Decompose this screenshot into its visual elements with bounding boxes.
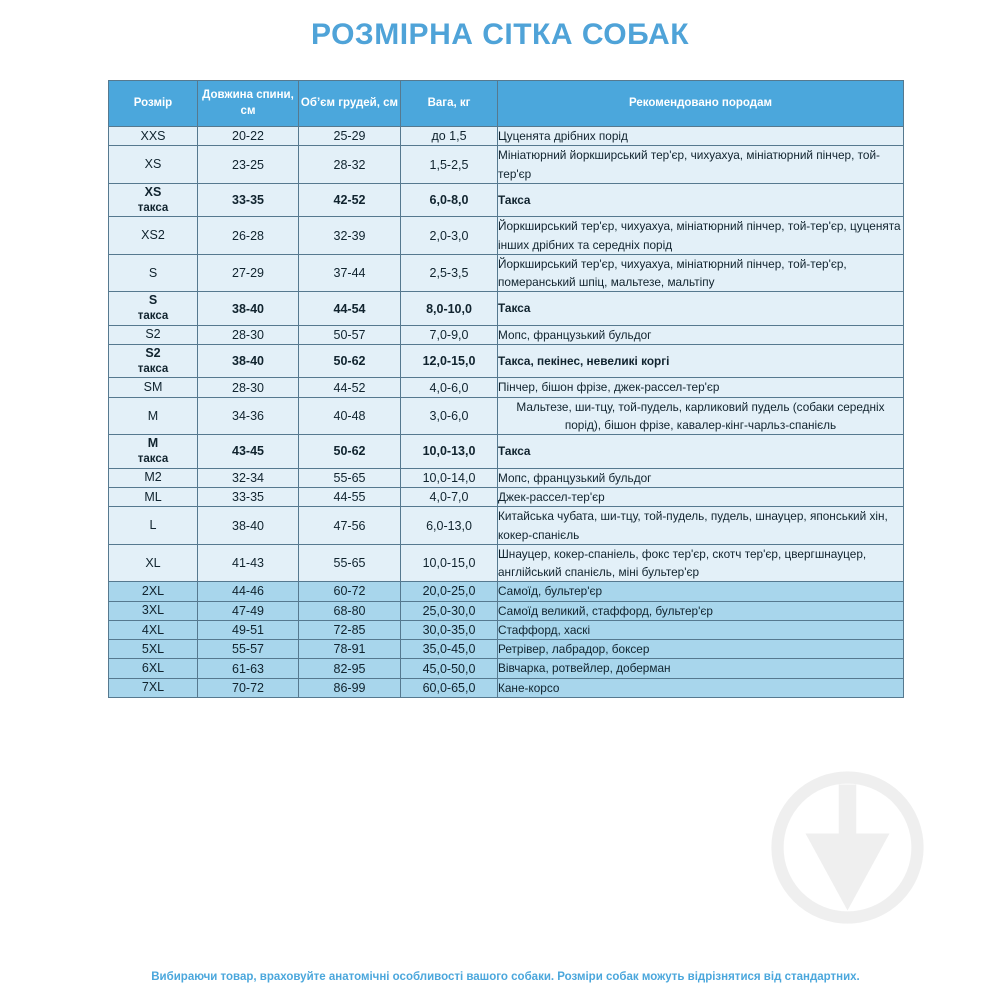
cell-size	[109, 507, 198, 545]
size-label: XS	[144, 184, 162, 199]
header-cell-chest: Об’єм грудей, см	[299, 81, 401, 127]
cell-back-length: 28-30	[198, 325, 299, 344]
cell-weight: 10,0-14,0	[401, 468, 498, 487]
table-row	[109, 659, 904, 678]
cell-size	[109, 640, 198, 659]
page-title: РОЗМІРНА СІТКА СОБАК	[310, 18, 690, 51]
cell-breeds: Джек-рассел-тер'єр	[498, 487, 904, 506]
header-row	[109, 81, 904, 127]
cell-chest: 44-52	[299, 378, 401, 397]
table-row	[109, 601, 904, 620]
cell-breeds: Пінчер, бішон фрізе, джек-рассел-тер'єр	[498, 378, 904, 397]
size-label: 4XL	[141, 622, 165, 637]
cell-breeds: Мопс, французький бульдог	[498, 468, 904, 487]
cell-weight: 1,5-2,5	[401, 146, 498, 184]
cell-weight: до 1,5	[401, 127, 498, 146]
table-row	[109, 468, 904, 487]
cell-breeds: Йоркширський тер'єр, чихуахуа, мініатюрний пінчер, той-тер'єр, цуценята інших дрібних та середніх порід	[498, 217, 904, 255]
cell-chest: 32-39	[299, 217, 401, 255]
dog-size-table	[108, 80, 904, 698]
cell-size	[109, 468, 198, 487]
size-label: XXS	[140, 128, 166, 143]
header-cell-breeds: Рекомендовано породам	[498, 81, 904, 127]
size-label: SM	[143, 380, 163, 395]
cell-size	[109, 678, 198, 697]
cell-chest: 44-55	[299, 487, 401, 506]
size-label: M2	[144, 470, 162, 485]
cell-size	[109, 397, 198, 435]
cell-size	[109, 254, 198, 292]
cell-chest: 60-72	[299, 582, 401, 601]
table-row	[109, 507, 904, 545]
cell-weight: 30,0-35,0	[401, 620, 498, 639]
table-row	[109, 582, 904, 601]
cell-breeds: Шнауцер, кокер-спаніель, фокс тер'єр, скотч тер'єр, цвергшнауцер, англійський спанієль, міні бультер'єр	[498, 544, 904, 582]
cell-size	[109, 292, 198, 325]
table-row	[109, 217, 904, 255]
table-row	[109, 292, 904, 325]
cell-size	[109, 127, 198, 146]
cell-breeds: Такса	[498, 435, 904, 468]
cell-size	[109, 435, 198, 468]
cell-size	[109, 345, 198, 378]
cell-breeds: Такса	[498, 292, 904, 325]
table-row	[109, 345, 904, 378]
table-row	[109, 378, 904, 397]
cell-breeds: Кане-корсо	[498, 678, 904, 697]
cell-size	[109, 217, 198, 255]
cell-chest: 47-56	[299, 507, 401, 545]
size-label: 3XL	[141, 603, 165, 618]
cell-chest: 42-52	[299, 183, 401, 216]
cell-back-length: 33-35	[198, 183, 299, 216]
cell-breeds: Такса, пекінес, невеликі коргі	[498, 345, 904, 378]
cell-weight: 20,0-25,0	[401, 582, 498, 601]
cell-chest: 50-62	[299, 345, 401, 378]
size-label: 6XL	[141, 661, 165, 676]
cell-weight: 6,0-13,0	[401, 507, 498, 545]
table-row	[109, 397, 904, 435]
cell-chest: 25-29	[299, 127, 401, 146]
cell-back-length: 38-40	[198, 292, 299, 325]
cell-size	[109, 582, 198, 601]
cell-back-length: 61-63	[198, 659, 299, 678]
table-row	[109, 435, 904, 468]
cell-back-length: 23-25	[198, 146, 299, 184]
cell-breeds: Мопс, французький бульдог	[498, 325, 904, 344]
cell-breeds: Ретрівер, лабрадор, боксер	[498, 640, 904, 659]
table-row	[109, 146, 904, 184]
cell-chest: 55-65	[299, 544, 401, 582]
cell-size	[109, 659, 198, 678]
cell-weight: 8,0-10,0	[401, 292, 498, 325]
cell-breeds: Китайська чубата, ши-тцу, той-пудель, пудель, шнауцер, японський хін, кокер-спанієль	[498, 507, 904, 545]
size-chart-container	[108, 80, 903, 698]
size-label: XS	[144, 157, 162, 172]
cell-weight: 25,0-30,0	[401, 601, 498, 620]
size-label: M	[147, 436, 159, 451]
cell-back-length: 55-57	[198, 640, 299, 659]
table-body	[109, 127, 904, 698]
size-label: 2XL	[141, 584, 165, 599]
cell-chest: 40-48	[299, 397, 401, 435]
cell-weight: 7,0-9,0	[401, 325, 498, 344]
size-sublabel: такса	[137, 362, 169, 375]
cell-size	[109, 146, 198, 184]
cell-chest: 55-65	[299, 468, 401, 487]
cell-breeds: Вівчарка, ротвейлер, доберман	[498, 659, 904, 678]
cell-weight: 10,0-15,0	[401, 544, 498, 582]
table-row	[109, 544, 904, 582]
cell-breeds: Такса	[498, 183, 904, 216]
size-label: XS2	[141, 228, 165, 243]
cell-back-length: 28-30	[198, 378, 299, 397]
cell-back-length: 26-28	[198, 217, 299, 255]
cell-chest: 82-95	[299, 659, 401, 678]
cell-weight: 4,0-7,0	[401, 487, 498, 506]
cell-breeds: Йоркширський тер'єр, чихуахуа, мініатюрний пінчер, той-тер'єр, померанський шпіц, мальтезе, мальтіпу	[498, 254, 904, 292]
cell-back-length: 47-49	[198, 601, 299, 620]
size-label: S2	[145, 346, 161, 361]
size-label: 7XL	[141, 680, 165, 695]
cell-back-length: 49-51	[198, 620, 299, 639]
cell-breeds: Самоїд, бультер'єр	[498, 582, 904, 601]
cell-back-length: 33-35	[198, 487, 299, 506]
cell-back-length: 43-45	[198, 435, 299, 468]
cell-weight: 2,5-3,5	[401, 254, 498, 292]
cell-back-length: 32-34	[198, 468, 299, 487]
table-row	[109, 487, 904, 506]
cell-breeds: Цуценята дрібних порід	[498, 127, 904, 146]
cell-chest: 78-91	[299, 640, 401, 659]
table-row	[109, 678, 904, 697]
cell-chest: 37-44	[299, 254, 401, 292]
cell-weight: 10,0-13,0	[401, 435, 498, 468]
cell-size	[109, 601, 198, 620]
cell-weight: 2,0-3,0	[401, 217, 498, 255]
cell-breeds: Самоїд великий, стаффорд, бультер'єр	[498, 601, 904, 620]
size-label: XL	[145, 555, 161, 570]
table-row	[109, 254, 904, 292]
cell-chest: 44-54	[299, 292, 401, 325]
cell-back-length: 27-29	[198, 254, 299, 292]
cell-back-length: 44-46	[198, 582, 299, 601]
cell-weight: 35,0-45,0	[401, 640, 498, 659]
cell-weight: 3,0-6,0	[401, 397, 498, 435]
cell-chest: 28-32	[299, 146, 401, 184]
cell-size	[109, 183, 198, 216]
cell-chest: 86-99	[299, 678, 401, 697]
cell-breeds: Стаффорд, хаскі	[498, 620, 904, 639]
cell-back-length: 38-40	[198, 507, 299, 545]
header-cell-size: Розмір	[109, 81, 198, 127]
cell-size	[109, 487, 198, 506]
table-row	[109, 325, 904, 344]
size-label: S	[148, 293, 158, 308]
cell-back-length: 38-40	[198, 345, 299, 378]
cell-back-length: 41-43	[198, 544, 299, 582]
footer-note: Вибираючи товар, враховуйте анатомічні особливості вашого собаки. Розміри собак можуть відрізнятися від стандартних.	[108, 963, 903, 983]
size-label: 5XL	[141, 641, 165, 656]
cell-weight: 12,0-15,0	[401, 345, 498, 378]
cell-chest: 68-80	[299, 601, 401, 620]
size-label: ML	[144, 489, 162, 504]
table-row	[109, 183, 904, 216]
table-row	[109, 640, 904, 659]
cell-size	[109, 378, 198, 397]
cell-back-length: 20-22	[198, 127, 299, 146]
size-label: S	[148, 265, 158, 280]
size-label: M	[147, 408, 159, 423]
header-cell-back-length: Довжина спини, см	[198, 81, 299, 127]
cell-chest: 72-85	[299, 620, 401, 639]
cell-back-length: 70-72	[198, 678, 299, 697]
cell-chest: 50-62	[299, 435, 401, 468]
table-header	[109, 81, 904, 127]
cell-back-length: 34-36	[198, 397, 299, 435]
table-row	[109, 620, 904, 639]
size-label: L	[149, 518, 157, 533]
cell-weight: 45,0-50,0	[401, 659, 498, 678]
cell-chest: 50-57	[299, 325, 401, 344]
cell-size	[109, 544, 198, 582]
size-sublabel: такса	[137, 453, 169, 466]
size-sublabel: такса	[137, 201, 169, 214]
header-cell-weight: Вага, кг	[401, 81, 498, 127]
cell-size	[109, 620, 198, 639]
cell-size	[109, 325, 198, 344]
brand-watermark-bottom-right	[760, 760, 935, 935]
cell-weight: 4,0-6,0	[401, 378, 498, 397]
size-label: S2	[145, 327, 161, 342]
cell-weight: 6,0-8,0	[401, 183, 498, 216]
table-row	[109, 127, 904, 146]
cell-breeds: Мальтезе, ши-тцу, той-пудель, карликовий пудель (собаки середніх порід), бішон фрізе, кавалер-кінг-чарльз-спанієль	[498, 397, 904, 435]
cell-weight: 60,0-65,0	[401, 678, 498, 697]
cell-breeds: Мініатюрний йоркширський тер'єр, чихуахуа, мініатюрний пінчер, той-тер'єр	[498, 146, 904, 184]
size-sublabel: такса	[137, 310, 169, 323]
